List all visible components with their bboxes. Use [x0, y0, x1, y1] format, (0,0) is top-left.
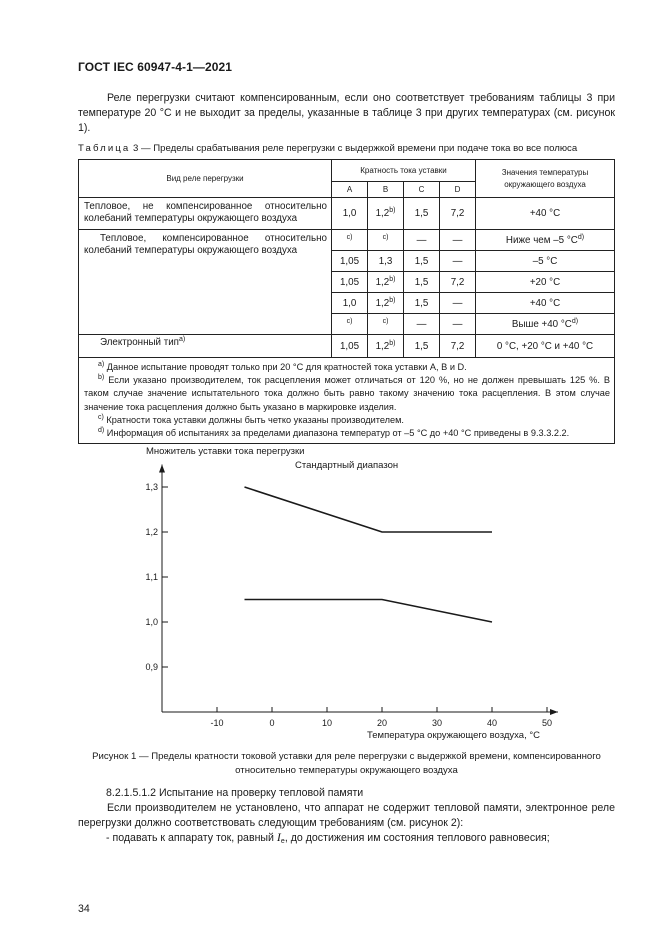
cell-a: 1,05	[332, 251, 368, 272]
standard-header: ГОСТ IEC 60947-4-1—2021	[78, 60, 233, 74]
cell-d: —	[440, 251, 476, 272]
figure-1-chart	[100, 440, 570, 740]
y-tick-label: 1,3	[145, 482, 158, 492]
x-tick-label: 50	[541, 718, 553, 728]
operating-limits-table	[78, 159, 615, 444]
col-header-multiples: Кратность тока уставки	[332, 160, 476, 182]
cell-c: 1,5	[404, 198, 440, 230]
cell-c: 1,5	[404, 272, 440, 293]
x-tick-label: -10	[210, 718, 224, 728]
table-notes	[79, 358, 615, 444]
cell-a: 1,0	[332, 293, 368, 314]
section-heading: 8.2.1.5.1.2 Испытание на проверку тепловой памяти	[106, 787, 364, 799]
cell-temperature: Выше +40 $^\circ С^{d)}$	[476, 314, 615, 335]
cell-a: 1,05	[332, 335, 368, 358]
x-tick-label: 40	[486, 718, 498, 728]
x-tick-label: 0	[269, 718, 275, 728]
col-header-kind: Вид реле перегрузки	[79, 160, 332, 198]
figure-caption: Рисунок 1 — Пределы кратности токовой уставки для реле перегрузки с выдержкой времени, компенсированного относительно температуры окружающего воздуха	[92, 751, 601, 776]
col-header-b: B	[368, 182, 404, 198]
y-tick-label: 1,0	[145, 617, 158, 627]
cell-c: —	[404, 314, 440, 335]
col-header-c: C	[404, 182, 440, 198]
chart-annotation: Стандартный диапазон	[295, 460, 399, 471]
cell-b: 1,2$^{b)}$	[368, 335, 404, 358]
cell-b: 1,2$^{b)}$	[368, 272, 404, 293]
x-tick-label: 30	[431, 718, 443, 728]
cell-a: c)	[332, 230, 368, 251]
cell-a: 1,05	[332, 272, 368, 293]
cell-d: 7,2	[440, 335, 476, 358]
y-tick-label: 1,1	[145, 572, 158, 582]
cell-b: c)	[368, 230, 404, 251]
cell-d: 7,2	[440, 198, 476, 230]
cell-c: 1,5	[404, 335, 440, 358]
cell-temperature: Ниже чем –5 $^\circ С^{d)}$	[476, 230, 615, 251]
current-symbol-subscript: e	[280, 838, 285, 845]
y-tick-label: 1,2	[145, 527, 158, 537]
current-symbol: I	[276, 830, 281, 844]
cell-temperature: +40 °С	[476, 293, 615, 314]
cell-temperature: 0 °С, +20 °С и +40 °С	[476, 335, 615, 358]
col-header-temperature: Значения температуры окружающего воздуха	[476, 160, 615, 198]
cell-d: —	[440, 230, 476, 251]
table-note: $^{b)}$ Если указано производителем, ток расцепления может отличаться от 120 %, но не должен превышать 125 %. В таком случае значение испытательного тока должно быть равно такому значению тока расцепления. В этом случае значение тока расцепления должно быть указано в маркировке изделия.	[84, 374, 610, 412]
cell-b: 1,2$^{b)}$	[368, 293, 404, 314]
y-axis-label: Множитель уставки тока перегрузки	[146, 446, 305, 457]
x-axis-arrow	[550, 709, 558, 715]
page-number: 34	[78, 903, 90, 915]
y-tick-label: 0,9	[145, 662, 158, 672]
section-paragraph: Если производителем не установлено, что аппарат не содержит тепловой памяти, электронное реле перегрузки должно соответствовать следующим требованиям (см. рисунок 2):	[78, 802, 615, 829]
cell-a: c)	[332, 314, 368, 335]
table-note: $^{c)}$ Кратности тока уставки должны быть четко указаны производителем.	[98, 413, 404, 425]
cell-c: —	[404, 230, 440, 251]
row-kind-uncompensated: Тепловое, не компенсированное относительно колебаний температуры окружающего воздуха	[79, 198, 332, 230]
cell-a: 1,0	[332, 198, 368, 230]
cell-c: 1,5	[404, 293, 440, 314]
y-axis-arrow	[159, 465, 165, 473]
series-line-2	[245, 600, 493, 623]
table-caption	[78, 143, 618, 154]
cell-d: —	[440, 314, 476, 335]
cell-temperature: –5 °С	[476, 251, 615, 272]
list-item	[106, 830, 550, 845]
cell-b: 1,2$^{b)}$	[368, 198, 404, 230]
cell-temperature: +40 °С	[476, 198, 615, 230]
cell-b: c)	[368, 314, 404, 335]
list-item-prefix: - подавать к аппарату ток, равный	[106, 832, 274, 844]
row-kind-compensated: Тепловое, компенсированное относительно колебаний температуры окружающего воздуха	[79, 230, 332, 335]
x-axis-label: Температура окружающего воздуха, °С	[367, 730, 541, 740]
table-caption-label: Таблица	[78, 143, 131, 154]
col-header-a: A	[332, 182, 368, 198]
cell-b: 1,3	[368, 251, 404, 272]
row-kind-electronic: Электронный тип$^{a)}$	[79, 335, 332, 358]
intro-paragraph: Реле перегрузки считают компенсированным, если оно соответствует требованиям таблицы 3 при температуре 20 °С и не выходит за пределы, указанные в таблице 3 при других температурах (см. рисунок 1).	[78, 92, 615, 134]
table-note: $^{d)}$ Информация об испытаниях за пределами диапазона температур от –5 °С до +40 °С приведены в 9.3.3.2.2.	[98, 427, 570, 439]
series-line-1	[245, 487, 493, 532]
cell-d: —	[440, 293, 476, 314]
table-note: $^{a)}$ Данное испытание проводят только при 20 °С для кратностей тока уставки А, В и D.	[98, 361, 467, 372]
x-tick-label: 20	[376, 718, 388, 728]
list-item-suffix: , до достижения им состояния теплового равновесия;	[284, 832, 550, 844]
col-header-d: D	[440, 182, 476, 198]
x-tick-label: 10	[321, 718, 333, 728]
cell-temperature: +20 °С	[476, 272, 615, 293]
table-caption-text: 3 — Пределы срабатывания реле перегрузки с выдержкой времени при подаче тока во все полюса	[133, 143, 578, 154]
cell-c: 1,5	[404, 251, 440, 272]
cell-d: 7,2	[440, 272, 476, 293]
